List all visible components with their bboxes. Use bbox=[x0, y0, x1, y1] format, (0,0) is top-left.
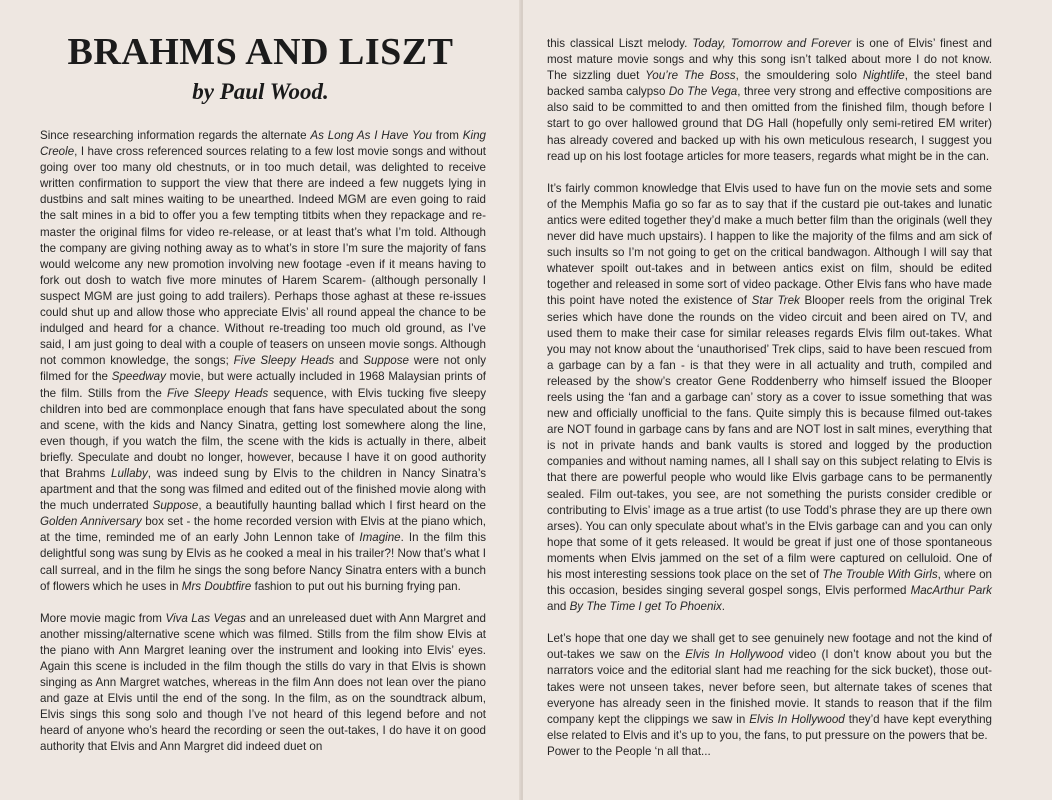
italic-title-run: King Creole bbox=[40, 129, 486, 159]
text-run: and bbox=[547, 600, 570, 614]
italic-title-run: Elvis In Hollywood bbox=[749, 712, 845, 726]
text-run: and bbox=[334, 354, 364, 368]
text-run: movie, but were actually included in 1968 Malaysian prints of the film. Stills from the bbox=[40, 370, 486, 400]
italic-title-run: MacArthur Park bbox=[910, 584, 992, 598]
italic-title-run: By The Time I get To Phoenix bbox=[569, 600, 722, 614]
italic-title-run: Today, Tomorrow and Forever bbox=[692, 37, 852, 50]
text-run: , where on this occasion, besides singing several gospel songs, Elvis performed bbox=[547, 568, 992, 598]
text-run: Let’s hope that one day we shall get to see genuinely new footage and not the kind of out-takes we saw on the bbox=[547, 632, 992, 662]
italic-title-run: As Long As I Have You bbox=[310, 129, 432, 142]
text-run: Blooper reels from the original Trek series which have done the rounds on the video circuit and been aired on TV, and used them to make their case for similar releases regards Elvis film out-takes. What you may not know about the ‘unauthorised’ Trek clips, said to have been rescued from a garbage can by a fan - is that they were in all actuality and truth, compiled and released by the show’s creator Gene Roddenberry who himself issued the Blooper reels using the ‘fan and a garbage can’ story as a cover to issue something that was new and officially unofficial to the fans. Quite simply this is because filmed out-takes are NOT found in garbage cans by fans and are NOT lost in salt mines, everything that is not in private hands and bank vaults is stored and logged by the production companies and without naming names, all I shall say on this subject relating to Elvis is that there are powerful people who would like Elvis garbage cans to be permanently sealed. Film out-takes, you see, are not something the purists consider credible or contributing to Elvis’ image as a true artist (to use Todd’s phrase they are up there own arses). You can only speculate about what’s in the Elvis garbage can and you can only hope that some of it gets released. It would be great if just one of those spontaneous moments when Elvis jammed on the set of a film were captured on celluloid. One of his most interesting sessions took place on the set of bbox=[547, 294, 992, 581]
article-byline: by Paul Wood. bbox=[192, 79, 329, 104]
text-run: video (I don’t know about you but the narrators voice and the editorial slant had me reaching for the sick bucket), those out-takes were not unseen takes, never before seen, but alternate takes of scenes that everyone has already seen in the finished movie. It stands to reason that if the film company kept the clippings we saw in bbox=[547, 648, 992, 726]
text-run: and an unreleased duet with Ann Margret and another missing/alternative scene which was filmed. Stills from the film show Elvis at the piano with Ann Margret leaning over the instrument and looking into Elvis’ eyes. Again this scene is included in the film though the stills do vary in that Elvis is shown singing as Ann Margret watches, whereas in the film Ann does not lean over the piano and gaze at Elvis until the end of the song. In the film, as on the soundtrack album, Elvis sings this song solo and though I’ve not heard of this legend before and not heard of anyone who’s heard the recording or seen the out-takes, I do have it on good authority that Elvis and Ann Margret did indeed duet on bbox=[40, 611, 486, 754]
body-paragraph bbox=[547, 181, 992, 616]
left-page bbox=[0, 0, 521, 800]
text-run: from bbox=[431, 129, 463, 142]
italic-title-run: You’re The Boss bbox=[645, 69, 736, 83]
italic-title-run: Speedway bbox=[111, 370, 166, 384]
text-run: It’s fairly common knowledge that Elvis used to have fun on the movie sets and some of the Memphis Mafia go so far as to say that if the custard pie out-takes and lunatic antics were edited together they’d make a much better film than the originals (well they never did have much upstairs). I happen to like the majority of the films and am sick of such insults so I’m not going to get on the critical bandwagon. Although I will say that whatever spoilt out-takes and in between antics exist on film, should be edited together and released in some sort of video package. Other Elvis fans who have made this point have noted the existence of bbox=[547, 181, 992, 308]
text-run: , the steel band backed samba calypso bbox=[547, 69, 992, 99]
text-run: Power to the People ‘n all that... bbox=[547, 744, 711, 758]
italic-title-run: Star Trek bbox=[751, 294, 800, 308]
body-paragraph bbox=[547, 744, 992, 760]
text-run: is one of Elvis’ finest and most mature movie songs and why this song isn’t talked about more I do not know. The sizzling duet bbox=[547, 37, 992, 83]
article-title: BRAHMS AND LISZT bbox=[67, 31, 454, 73]
right-column-text bbox=[547, 36, 992, 760]
text-run: sequence, with Elvis tucking five sleepy children into bed are commonplace enough that fans have speculated about the song and scene, with the kids and Nancy Sinatra, getting lost somewhere along the line, even though, if you watch the film, the scene with the kids is actually in there, albeit briefly. Speculate and doubt no longer, however, because I have it on good authority that Brahms bbox=[40, 386, 486, 480]
italic-title-run: Golden Anniversary bbox=[40, 515, 142, 529]
italic-title-run: Viva Las Vegas bbox=[165, 611, 246, 625]
italic-title-run: Five Sleepy Heads bbox=[166, 386, 269, 400]
text-run: were not only filmed for the bbox=[40, 354, 486, 384]
italic-title-run: Nightlife bbox=[862, 69, 905, 83]
text-run: , I have cross referenced sources relating to a few lost movie songs and without going over too many old chestnuts, or in too much detail, was delighted to receive written confirmation to support the view that there are indeed a few nuggets lying in dustbins and salt mines waiting to be unearthed. Indeed MGM are even going to raid the salt mines in a bid to offer you a few tempting titbits when they repackage and re-master the original films for video re-release, or at least that’s what I’m told. Although the company are giving nothing away as to what’s in store I’m sure the majority of fans would welcome any new promotion involving new footage -even if it means having to fork out dosh to watch five more minutes of Harem Scarem- (although personally I suspect MGM are just going to add trailers). Perhaps those aghast at these re-issues could shut up and allow those who appreciate Elvis’ all round appeal the chance to be indulged and heard for a chance. Without re-treading too much old ground, as I’ve said, I am just going to deal with a couple of teasers on unseen movie songs. Although not common knowledge, the songs; bbox=[40, 145, 486, 368]
italic-title-run: Suppose bbox=[363, 354, 409, 368]
italic-title-run: Imagine bbox=[359, 531, 401, 545]
italic-title-run: Elvis In Hollywood bbox=[685, 648, 784, 662]
text-run: box set - the home recorded version with Elvis at the piano which, at the time, reminded me of an early John Lennon take of bbox=[40, 515, 486, 545]
body-paragraph bbox=[547, 36, 992, 165]
text-run: fashion to put out his burning frying pan. bbox=[251, 579, 461, 593]
text-run: , was indeed sung by Elvis to the children in Nancy Sinatra’s apartment and that the song was filmed and edited out of the finished movie along with the much underrated bbox=[40, 466, 486, 513]
italic-title-run: Mrs Doubtfire bbox=[181, 579, 252, 593]
left-column-text bbox=[40, 128, 486, 756]
text-run: Since researching information regards the alternate bbox=[40, 129, 311, 142]
text-run: , three very strong and effective compositions are also said to be committed to and then omitted from the finished film, though before I start to go over hallowed ground that DG Hall (hopefully only semi-retired EM writer) has already covered and backed up with his own meticulous research, I suggest you read up on his lost footage articles for more teasers, regards what might be in the can. bbox=[547, 85, 992, 163]
body-paragraph bbox=[547, 631, 992, 744]
body-paragraph bbox=[40, 611, 486, 756]
italic-title-run: Do The Vega bbox=[668, 85, 738, 99]
text-run: . bbox=[721, 600, 726, 614]
right-page bbox=[523, 0, 1052, 800]
italic-title-run: Suppose bbox=[152, 499, 199, 513]
italic-title-run: Five Sleepy Heads bbox=[233, 354, 335, 368]
text-run: , the smouldering solo bbox=[735, 69, 863, 83]
text-run: this classical Liszt melody. bbox=[547, 37, 693, 50]
italic-title-run: The Trouble With Girls bbox=[822, 568, 938, 581]
text-run: , a beautifully haunting ballad which I first heard on the bbox=[198, 499, 486, 513]
text-run: . In the film this delightful song was sung by Elvis as he cooked a meal in his trailer?! Now that’s what I call surreal, and in the film he sings the song before Nancy Sinatra enters with a bunch of flowers which he uses in bbox=[40, 531, 487, 593]
text-run: they’d have kept everything else related to Elvis and it’s up to you, the fans, to put pressure on the powers that be. bbox=[547, 712, 992, 742]
italic-title-run: Lullaby bbox=[111, 466, 148, 480]
body-paragraph bbox=[40, 128, 486, 595]
text-run: More movie magic from bbox=[40, 611, 166, 625]
